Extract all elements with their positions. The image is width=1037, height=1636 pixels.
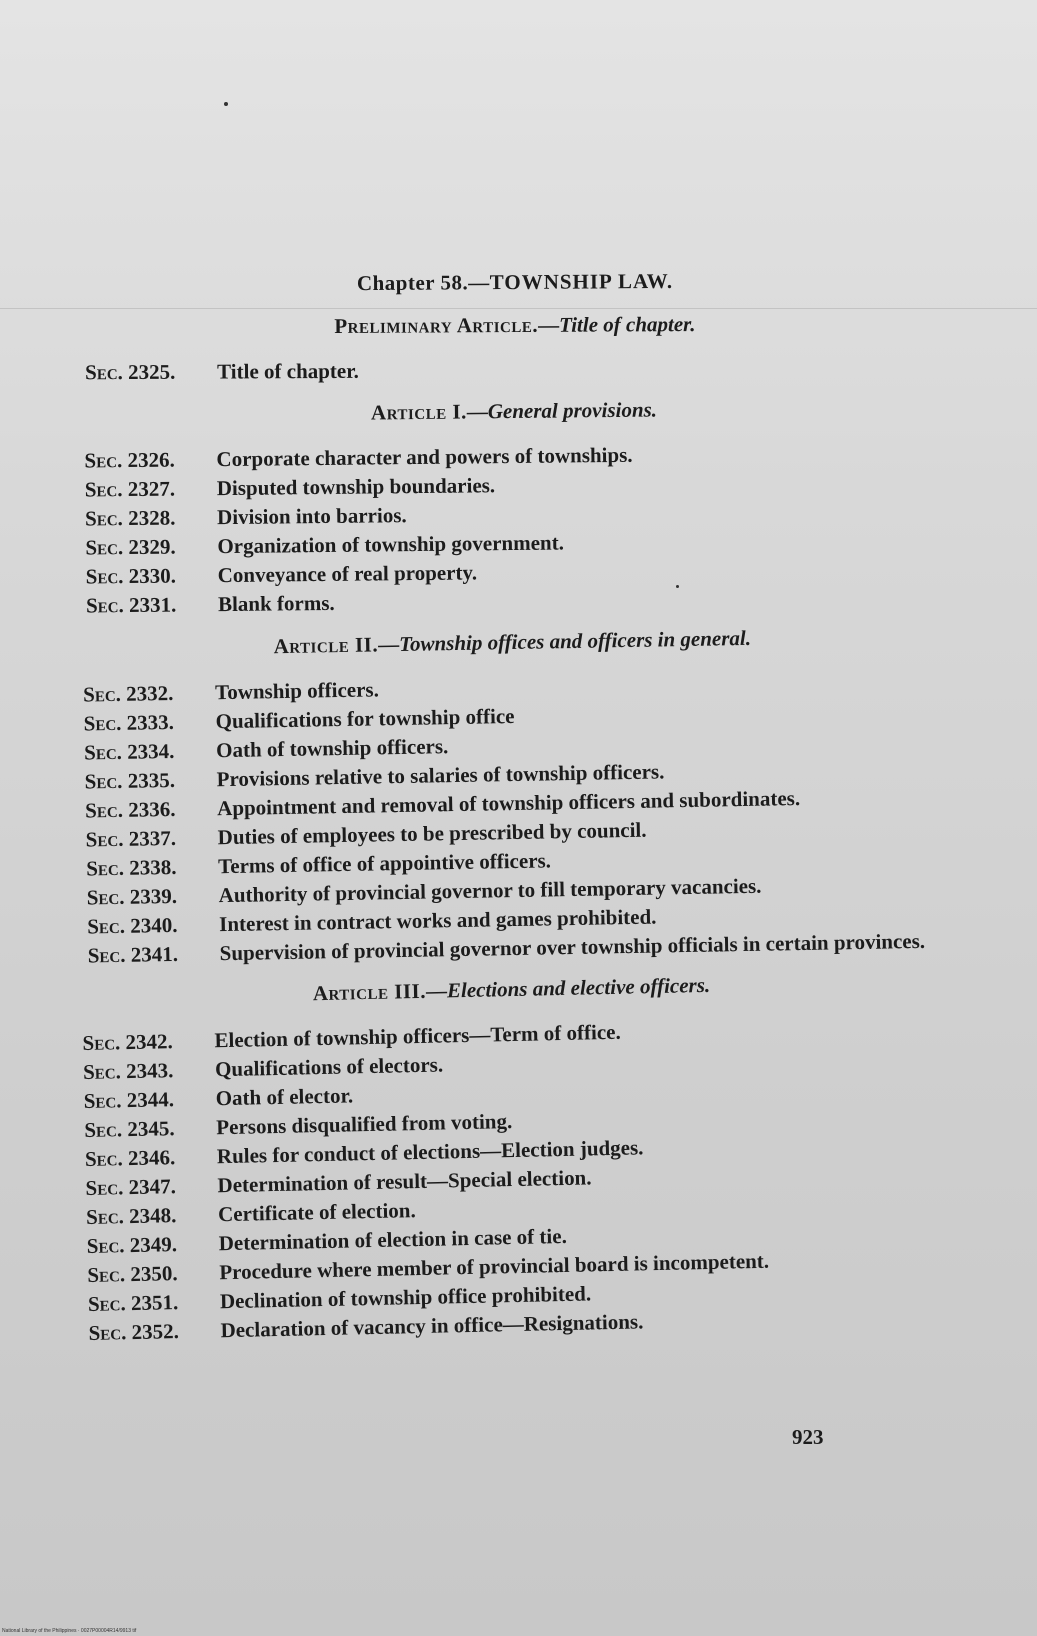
section-title: Conveyance of real property. (217, 560, 478, 588)
section-prefix: Sec. (83, 1088, 122, 1114)
article-title: Township offices and officers in general. (398, 625, 752, 656)
article-1-heading: Article I.—General provisions. (370, 397, 658, 425)
section-number (86, 1200, 219, 1232)
section-prefix: Sec. (82, 681, 122, 707)
section-number (84, 445, 216, 475)
section-num-value: 2348. (128, 1203, 177, 1229)
section-list (82, 1011, 948, 1348)
section-title: Oath of township officers. (215, 734, 449, 763)
scan-footer: National Library of the Philippines · 0027P00004R14/9913 tif (2, 1628, 137, 1634)
section-num-value: 2332. (125, 680, 174, 706)
section-title: Township officers. (214, 677, 380, 705)
section-title: Appointment and removal of township officers and subordinates. (216, 786, 801, 821)
section-num-value: 2342. (125, 1029, 174, 1055)
section-title: Qualifications for township office (215, 703, 515, 734)
section-number (88, 1287, 221, 1319)
section-number (86, 852, 218, 883)
section-title: Duties of employees to be prescribed by council. (217, 817, 647, 850)
article-label: Article I. (370, 399, 467, 425)
section-num-value: 2338. (129, 854, 177, 880)
section-number (85, 358, 217, 388)
section-title: Supervision of provincial governor over township officials in certain provinces. (219, 928, 926, 966)
section-number (84, 765, 216, 796)
chapter-heading: Chapter 58.—TOWNSHIP LAW. (356, 268, 674, 296)
section-num-value: 2335. (127, 767, 176, 793)
section-num-value: 2329. (128, 534, 176, 560)
section-number (85, 1171, 218, 1203)
section-title: Provisions relative to salaries of township officers. (216, 759, 665, 792)
section-num-value: 2343. (125, 1058, 174, 1084)
section-prefix: Sec. (85, 360, 123, 385)
section-number (83, 707, 215, 738)
section-num-value: 2327. (127, 476, 176, 502)
article-label: Preliminary Article. (334, 312, 539, 338)
section-num-value: 2328. (127, 505, 176, 531)
section-num-value: 2325. (128, 359, 176, 385)
section-prefix: Sec. (87, 1262, 126, 1287)
section-num-value: 2349. (129, 1232, 178, 1258)
section-title: Authority of provincial governor to fill temporary vacancies. (218, 873, 762, 908)
section-prefix: Sec. (87, 942, 126, 968)
section-prefix: Sec. (85, 564, 124, 589)
section-prefix: Sec. (86, 1233, 125, 1258)
section-prefix: Sec. (85, 826, 124, 852)
section-prefix: Sec. (86, 884, 125, 910)
section-number (83, 678, 215, 709)
section-list (84, 438, 946, 621)
article-label: Article III. (312, 978, 427, 1006)
section-num-value: 2341. (130, 941, 179, 967)
article-label: Article II. (273, 632, 379, 659)
section-prefix: Sec. (84, 768, 123, 794)
section-number (83, 1055, 216, 1087)
section-prefix: Sec. (84, 797, 124, 823)
section-prefix: Sec. (84, 477, 123, 502)
section-list (85, 354, 945, 388)
section-num-value: 2330. (128, 563, 177, 589)
section-entry (85, 354, 945, 388)
section-number (84, 736, 216, 767)
section-number (87, 910, 219, 941)
section-prefix: Sec. (85, 1175, 124, 1200)
section-prefix: Sec. (85, 855, 125, 881)
section-number (86, 561, 218, 591)
section-title: Certificate of election. (217, 1198, 416, 1227)
article-title: General provisions. (487, 397, 658, 424)
section-number (86, 881, 218, 912)
section-num-value: 2337. (128, 825, 177, 851)
section-prefix: Sec. (84, 506, 123, 531)
table-of-contents (82, 268, 945, 1345)
preliminary-article-heading: Preliminary Article.—Title of chapter. (334, 312, 696, 338)
section-title: Determination of election in case of tie. (218, 1223, 568, 1256)
section-title: Blank forms. (217, 590, 335, 617)
section-num-value: 2334. (126, 738, 175, 764)
section-prefix: Sec. (83, 710, 122, 736)
section-number (85, 823, 217, 854)
section-title: Division into barrios. (216, 503, 407, 530)
section-title: Title of chapter. (217, 358, 359, 384)
article-3 (81, 968, 948, 1348)
section-num-value: 2346. (127, 1145, 176, 1171)
section-prefix: Sec. (86, 913, 126, 939)
section-prefix: Sec. (88, 1320, 127, 1345)
page-number: 923 (792, 1425, 824, 1449)
section-number (87, 1258, 220, 1290)
section-title: Terms of office of appointive officers. (217, 848, 552, 879)
article-title: Elections and elective officers. (446, 972, 711, 1003)
article-1 (84, 395, 946, 621)
section-num-value: 2336. (127, 796, 176, 822)
section-prefix: Sec. (85, 593, 124, 618)
section-num-value: 2326. (127, 447, 175, 473)
section-title: Disputed township boundaries. (216, 473, 496, 501)
section-title: Oath of elector. (215, 1083, 354, 1111)
section-number (85, 794, 217, 825)
section-prefix: Sec. (82, 1059, 122, 1085)
section-number (88, 1316, 221, 1348)
section-num-value: 2333. (126, 709, 175, 735)
section-number (85, 503, 217, 533)
section-num-value: 2344. (126, 1087, 175, 1113)
section-number (86, 590, 218, 620)
section-title: Procedure where member of provincial board is incompetent. (219, 1248, 770, 1285)
section-number (84, 1113, 217, 1145)
section-num-value: 2350. (130, 1261, 178, 1287)
section-number (85, 1142, 218, 1174)
section-title: Corporate character and powers of townships. (216, 442, 633, 472)
section-num-value: 2352. (131, 1319, 180, 1345)
section-number (85, 474, 217, 504)
article-2-heading: Article II.—Township offices and officers in general. (273, 625, 752, 659)
chapter-title: TOWNSHIP LAW. (489, 268, 674, 295)
preliminary-article (85, 311, 945, 388)
section-num-value: 2351. (130, 1290, 179, 1316)
section-title: Persons disqualified from voting. (216, 1109, 513, 1140)
section-prefix: Sec. (85, 535, 124, 560)
section-number (85, 532, 217, 562)
section-num-value: 2331. (128, 592, 177, 618)
section-prefix: Sec. (84, 1117, 123, 1143)
section-title: Declaration of vacancy in office—Resignations. (220, 1309, 644, 1343)
scan-speck (224, 102, 228, 106)
section-num-value: 2340. (130, 912, 178, 938)
section-title: Declination of township office prohibited. (219, 1281, 592, 1314)
section-title: Organization of township government. (217, 530, 564, 559)
section-number (86, 1229, 219, 1261)
section-num-value: 2339. (129, 883, 178, 909)
section-title: Interest in contract works and games prohibited. (218, 904, 657, 937)
section-num-value: 2345. (127, 1116, 175, 1142)
section-list (83, 666, 948, 971)
section-num-value: 2347. (128, 1174, 177, 1200)
section-prefix: Sec. (87, 1291, 126, 1316)
article-3-heading: Article III.—Elections and elective officers. (312, 972, 711, 1006)
section-number (87, 939, 219, 970)
section-title: Election of township officers—Term of office. (214, 1019, 621, 1053)
section-title: Qualifications of electors. (214, 1052, 444, 1082)
section-prefix: Sec. (84, 448, 123, 473)
section-prefix: Sec. (85, 1204, 125, 1229)
section-number (83, 1084, 216, 1116)
section-number (82, 1026, 215, 1058)
article-title: Title of chapter. (559, 312, 696, 337)
section-prefix: Sec. (84, 1146, 123, 1172)
section-title: Rules for conduct of elections—Election judges. (216, 1135, 644, 1169)
section-title: Determination of result—Special election. (217, 1165, 592, 1198)
chapter-label: Chapter 58. (356, 270, 469, 296)
article-2 (82, 623, 948, 971)
section-prefix: Sec. (83, 739, 123, 765)
section-prefix: Sec. (82, 1030, 121, 1056)
